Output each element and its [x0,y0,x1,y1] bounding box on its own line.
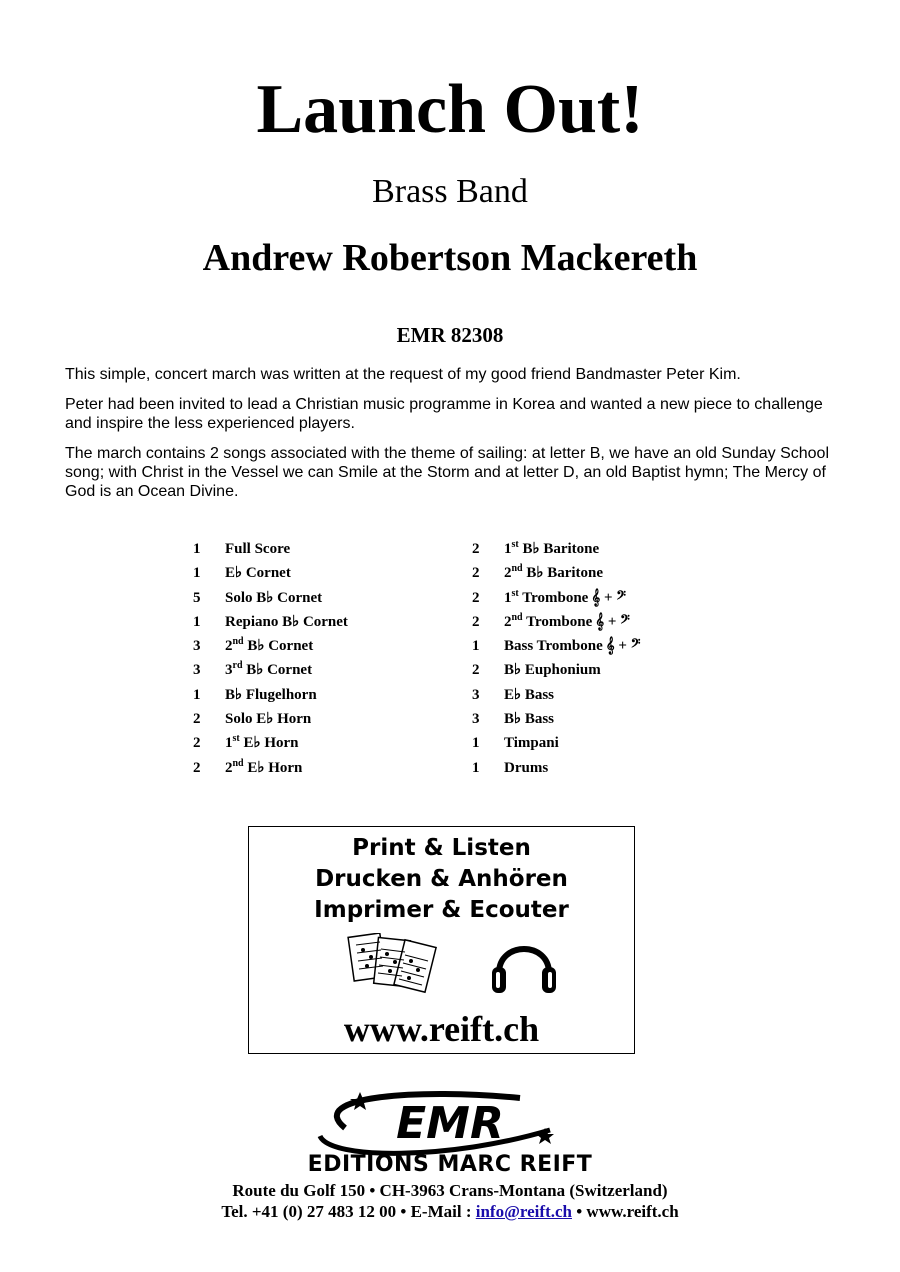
part-quantity: 1 [472,759,480,776]
part-name-name: Flugelhorn [245,686,317,703]
part-row [472,610,772,634]
part-name-name: Euphonium [524,662,601,679]
promo-line: Print & Listen [352,835,531,861]
email-link[interactable]: info@reift.ch [475,1202,572,1221]
catalog-code: EMR 82308 [396,323,504,347]
part-name-name: Horn [277,711,312,728]
part-name-mid: B♭ [225,686,243,703]
part-name-mid: B♭ [504,711,522,728]
part-name-sup: rd [232,660,243,672]
part-name-name: Trombone [522,589,589,606]
part-row [193,731,463,755]
part-row [193,561,463,585]
part-name [504,683,554,707]
clef-icon: 𝄞 + 𝄢 [595,613,630,630]
part-name-sup: nd [232,757,244,769]
part-name [504,658,601,682]
clef-icon: 𝄞 + 𝄢 [605,638,641,655]
description-paragraph: This simple, concert march was written at the request of my good friend Bandmaster Peter Kim. [65,366,741,383]
part-name-name: Horn [264,735,299,752]
part-row [472,658,772,682]
part-name-name: Trombone [526,613,593,630]
page-title: Launch Out! [256,71,644,148]
part-name-mid: B♭ [256,589,274,606]
part-name [504,561,603,585]
part-name-mid: E♭ [504,686,522,703]
part-name-name: Full Score [225,541,291,557]
instrumentation-subtitle: Brass Band [372,173,528,210]
part-name [225,537,290,561]
part-name-pre: 2 [504,613,512,630]
part-row [472,537,772,561]
headphones-icon [492,949,556,993]
part-name [225,610,348,634]
sheet-music-icon [348,933,436,992]
description-paragraph: The march contains 2 songs associated with the theme of sailing: at letter B, we have an old Sunday School song; with Christ in the Vessel we can Smile at the Storm and at letter D, an old Baptist hymn; The Mercy of God is an Ocean Divine. [65,445,829,500]
part-name-sup: st [511,587,519,599]
part-name-sup: nd [511,611,523,623]
promo-icons [249,933,634,999]
part-quantity: 1 [472,735,480,752]
promo-line: Drucken & Anhören [315,866,568,892]
part-row [472,707,772,731]
part-name-pre: Repiano [225,613,279,630]
promo-line: Imprimer & Ecouter [314,897,569,923]
part-row [472,731,772,755]
part-row [193,683,463,707]
part-name-pre: 1 [504,541,512,557]
part-quantity: 1 [193,541,201,557]
part-name [225,731,299,755]
part-name-name: Bass [524,711,555,728]
part-name-mid: B♭ [526,565,544,582]
part-name-mid: E♭ [243,735,261,752]
part-quantity: 1 [193,565,201,582]
parts-list-right [472,537,772,780]
part-name-mid: B♭ [246,662,264,679]
part-name-mid: B♭ [504,662,522,679]
part-row [193,756,463,780]
parts-list-left [193,537,463,780]
part-quantity: 3 [472,686,480,703]
composer-name: Andrew Robertson Mackereth [202,237,698,279]
part-name-name: Drums [504,759,549,776]
part-name [225,707,311,731]
part-name-mid: B♭ [522,541,540,557]
part-row [193,537,463,561]
part-quantity: 2 [472,662,480,679]
part-name-name: Bass Trombone [504,638,603,655]
part-name-name: Baritone [547,565,604,582]
part-name-pre: 2 [504,565,512,582]
part-name [225,683,317,707]
star-icon [350,1092,370,1110]
part-name-name: Timpani [504,735,559,752]
part-row [193,707,463,731]
part-name [225,658,312,682]
logo-text: EMR [396,1098,504,1149]
part-quantity: 3 [472,711,480,728]
part-name-mid: B♭ [247,638,265,655]
website-text: • www.reift.ch [576,1202,679,1221]
part-name [225,634,313,658]
part-quantity: 2 [472,565,480,582]
part-name-pre: 1 [225,735,233,752]
part-row [472,586,772,610]
description-paragraph: Peter had been invited to lead a Christian music programme in Korea and wanted a new piece to challenge and inspire the less experienced players. [65,396,823,432]
part-quantity: 2 [193,759,201,776]
part-name-mid: E♭ [256,711,274,728]
publisher-address: Route du Golf 150 • CH-3963 Crans-Montana (Switzerland) [232,1181,668,1200]
part-name [504,707,554,731]
part-name-mid: B♭ [282,613,300,630]
part-quantity: 3 [193,638,201,655]
part-name-pre: Solo [225,589,253,606]
part-row [472,634,772,658]
part-name-name: Horn [268,759,303,776]
part-name-pre: 2 [225,759,233,776]
part-name [225,561,291,585]
clef-icon: 𝄞 + 𝄢 [591,589,626,606]
part-name [504,586,588,610]
publisher-name: EDITIONS MARC REIFT [307,1152,593,1177]
part-name [225,756,302,780]
part-name-name: Cornet [267,662,313,679]
part-name [504,537,599,561]
part-quantity: 1 [193,686,201,703]
part-row [193,658,463,682]
part-name-mid: E♭ [225,565,243,582]
print-listen-box [248,826,635,1054]
part-name-name: Bass [524,686,555,703]
part-name [504,634,603,658]
part-row [472,756,772,780]
part-name-name: Cornet [302,613,348,630]
part-row [472,683,772,707]
part-name [504,731,559,755]
part-quantity: 1 [472,638,480,655]
promo-website: www.reift.ch [343,1009,540,1049]
part-name-pre: 3 [225,662,233,679]
part-quantity: 2 [193,711,201,728]
part-name-pre: Solo [225,711,253,728]
part-name-sup: nd [232,636,244,648]
part-row [193,610,463,634]
part-quantity: 2 [472,541,480,557]
part-quantity: 5 [193,589,201,606]
part-quantity: 3 [193,662,201,679]
part-quantity: 2 [472,613,480,630]
part-name [225,586,322,610]
part-row [472,561,772,585]
part-quantity: 1 [193,613,201,630]
part-name-pre: 1 [504,589,512,606]
part-name-sup: st [511,539,519,550]
publisher-contact [0,1201,900,1223]
part-name-pre: 2 [225,638,233,655]
telephone-text: Tel. +41 (0) 27 483 12 00 • E-Mail : [221,1202,472,1221]
part-name-sup: nd [511,563,523,575]
part-name-name: Cornet [277,589,323,606]
part-row [193,586,463,610]
part-name-name: Cornet [268,638,314,655]
part-name-name: Cornet [245,565,291,582]
part-name [504,756,548,780]
part-name-sup: st [232,733,240,745]
star-icon [536,1128,554,1144]
part-name [504,610,592,634]
part-name-name: Baritone [543,541,600,557]
part-name-mid: E♭ [247,759,265,776]
part-quantity: 2 [472,589,480,606]
part-row [193,634,463,658]
part-quantity: 2 [193,735,201,752]
